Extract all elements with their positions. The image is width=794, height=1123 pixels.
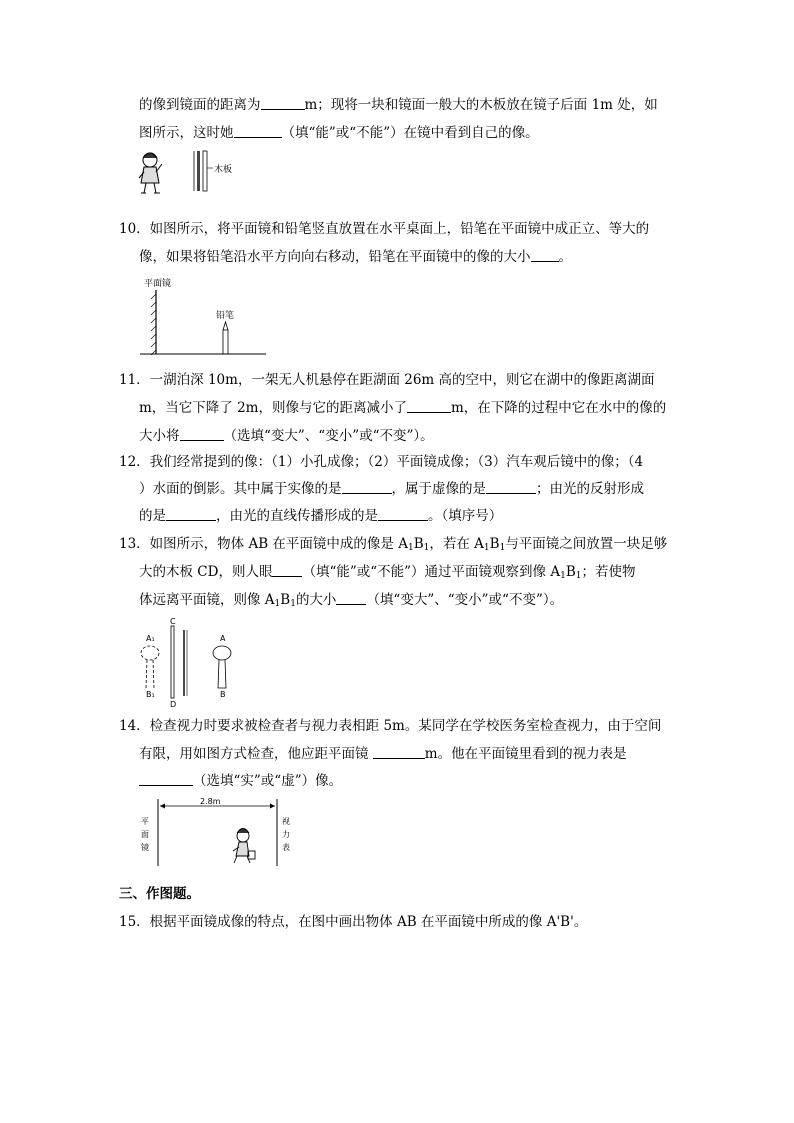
answer-blank[interactable] [336, 590, 366, 605]
answer-blank[interactable] [486, 479, 536, 494]
answer-blank[interactable] [139, 771, 193, 786]
q11-line-3: 大小将 （选填“变大”、“变小”或“不变”）。 [139, 428, 434, 444]
object-ab [213, 646, 231, 660]
person-illustration [233, 829, 255, 864]
q13-line-3: 体远离平面镜，则像 $A_1B_1$的大小 （填“变大”、“变小”或“不变”）。 [139, 592, 564, 609]
q14-line-3: （选填“实”或“虚”）像。 [139, 771, 342, 791]
chart-label-char: 力 [282, 830, 290, 839]
q13-figure-mirror-board [138, 618, 242, 708]
label-d: D [170, 700, 177, 709]
chart-label-char: 表 [282, 843, 290, 852]
distance-label: 2.8m [200, 797, 221, 806]
answer-blank[interactable] [407, 398, 451, 413]
answer-blank[interactable] [342, 479, 392, 494]
q9-line-1: 的像到镜面的距离为 m；现将一块和镜面一般大的木板放在镜子后面 1m 处，如 [139, 97, 658, 113]
label-a1: A₁ [146, 634, 155, 643]
mirror-label-char: 镜 [141, 843, 149, 852]
q11-line-1: 11．一湖泊深 10m，一架无人机悬停在距湖面 26m 高的空中，则它在湖中的像距离湖面 [119, 372, 655, 388]
board-shape [203, 151, 207, 191]
q13-line-2: 大的木板 CD，则人眼 （填“能”或“不能”）通过平面镜观察到像 $A_1B_1$；若使物 [139, 564, 636, 581]
label-b: B [220, 690, 226, 699]
pencil-label: 铅笔 [216, 311, 235, 321]
answer-blank[interactable] [531, 247, 559, 262]
board-cd [171, 626, 174, 698]
label-b1: B₁ [146, 690, 155, 699]
label-a: A [220, 634, 226, 643]
answer-blank[interactable] [373, 744, 425, 759]
mirror-label-char: 面 [141, 830, 149, 839]
chart-label-char: 视 [282, 817, 290, 826]
q12-line-1: 12．我们经常提到的像：（1）小孔成像；（2）平面镜成像；（3）汽车观后镜中的像；（4 [119, 454, 644, 470]
mirror-label-char: 平 [141, 817, 149, 826]
section-title: 三、作图题。 [119, 886, 200, 902]
answer-blank[interactable] [234, 123, 282, 138]
q14-line-1: 14．检查视力时要求被检查者与视力表相距 5m。某同学在学校医务室检查视力，由于空间 [119, 718, 662, 734]
answer-blank[interactable] [261, 95, 305, 110]
q14-line-2: 有限，用如图方式检查，他应距平面镜 m。他在平面镜里看到的视力表是 [139, 746, 627, 762]
q12-line-3: 的是 ，由光的直线传播形成的是 。（填序号） [139, 508, 503, 524]
board-label: 木板 [214, 165, 233, 175]
pencil-shape [223, 322, 228, 354]
q10-line-2: 像，如果将铅笔沿水平方向向右移动，铅笔在平面镜中的像的大小 。 [139, 249, 572, 265]
q9-line-2: 图所示，这时她 （填“能”或“不能”）在镜中看到自己的像。 [139, 125, 539, 141]
answer-blank[interactable] [378, 506, 428, 521]
mirror-label: 平面镜 [144, 279, 172, 289]
q11-line-2: m，当它下降了 2m，则像与它的距离减小了 m，在下降的过程中它在水中的像的 [139, 400, 667, 416]
q10-figure-mirror-pencil [138, 274, 270, 358]
image-ab-dashed [141, 646, 159, 660]
answer-blank[interactable] [166, 506, 216, 521]
q15-line-1: 15．根据平面镜成像的特点，在图中画出物体 AB 在平面镜中所成的像 A'B'。 [119, 914, 588, 930]
q13-line-1: 13．如图所示，物体 AB 在平面镜中成的像是 $A_1B_1$，若在 $A_1B_1$与平面镜之间放置一块足够 [119, 536, 668, 553]
q12-line-2: ）水面的倒影。其中属于实像的是 ，属于虚像的是 ；由光的反射形成 [139, 481, 644, 497]
mirror-shape [197, 151, 200, 191]
answer-blank[interactable] [272, 562, 302, 577]
q14-figure-eye-chart [136, 796, 296, 870]
answer-blank[interactable] [180, 426, 224, 441]
q9-figure-girl-mirror [135, 148, 245, 196]
girl-illustration [139, 153, 162, 193]
q10-line-1: 10．如图所示，将平面镜和铅笔竖直放置在水平桌面上，铅笔在平面镜中成正立、等大的 [119, 221, 650, 237]
label-c: C [170, 617, 176, 626]
